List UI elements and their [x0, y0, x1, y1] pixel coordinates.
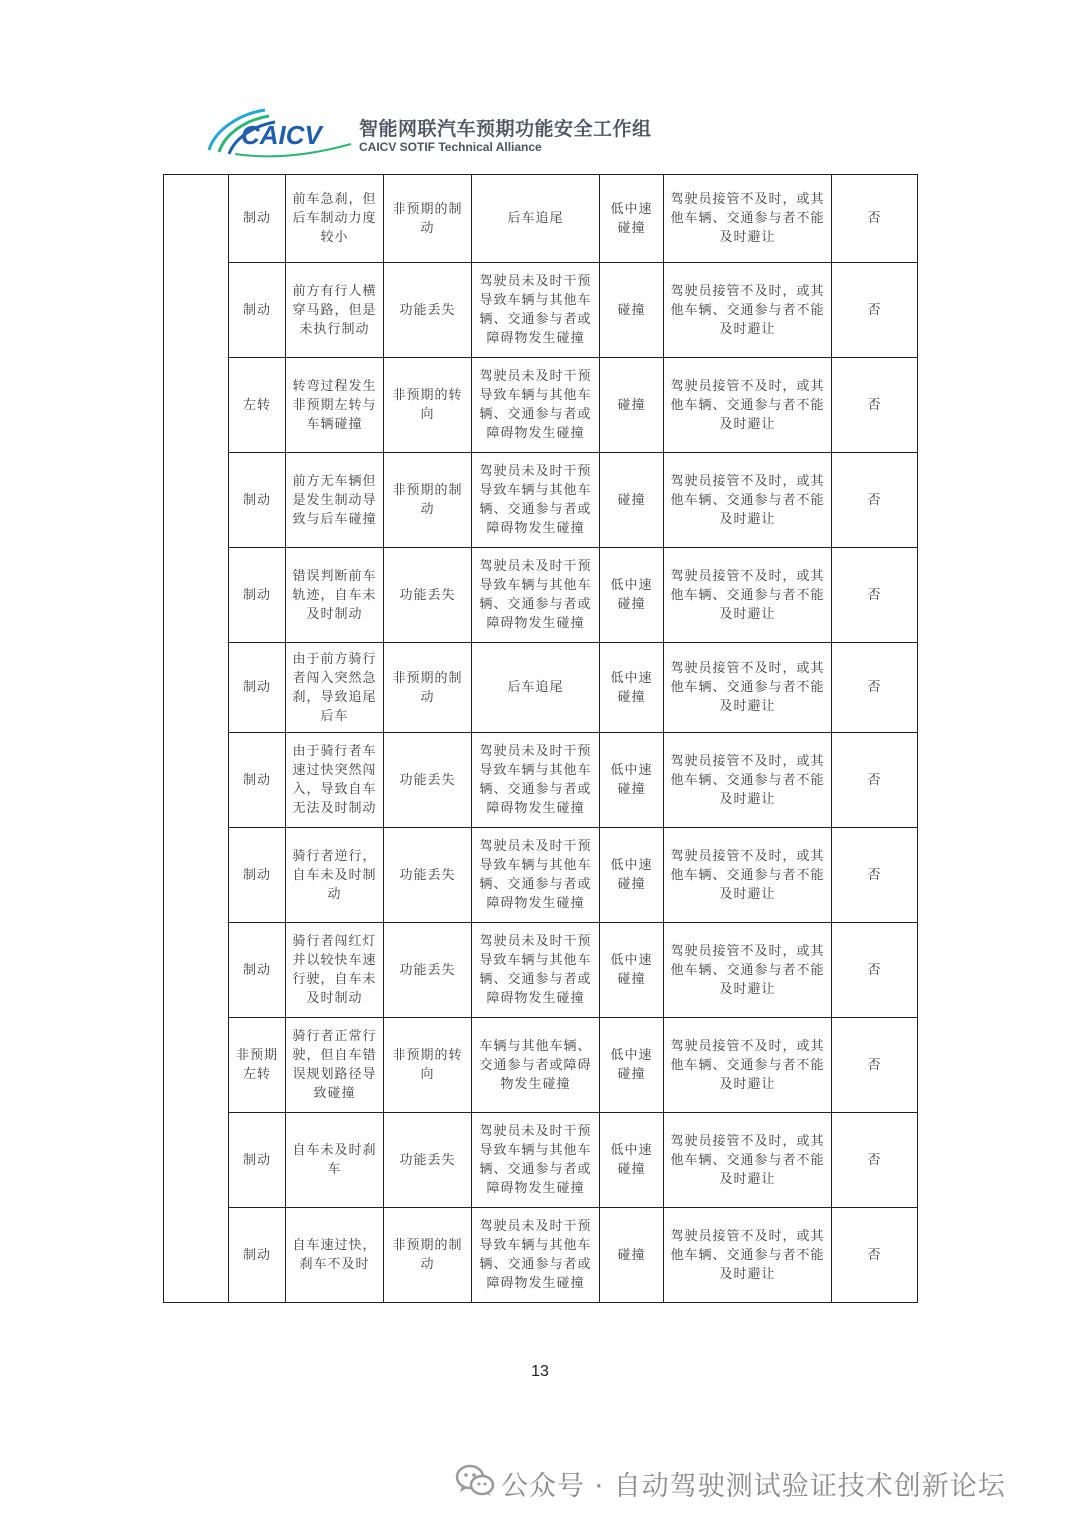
cell-hazard: 后车追尾 [472, 175, 600, 263]
cell-action: 左转 [229, 358, 286, 453]
caicv-logo [205, 104, 353, 160]
cell-hazard: 后车追尾 [472, 643, 600, 733]
cell-control: 驾驶员接管不及时，或其他车辆、交通参与者不能及时避让 [664, 263, 832, 358]
cell-action: 制动 [229, 1208, 286, 1303]
cell-action: 制动 [229, 643, 286, 733]
cell-control: 驾驶员接管不及时，或其他车辆、交通参与者不能及时避让 [664, 453, 832, 548]
cell-control: 驾驶员接管不及时，或其他车辆、交通参与者不能及时避让 [664, 828, 832, 923]
cell-action: 制动 [229, 175, 286, 263]
cell-scenario: 错误判断前车轨迹，自车未及时制动 [286, 548, 384, 643]
cell-scenario: 转弯过程发生非预期左转与车辆碰撞 [286, 358, 384, 453]
table-row [164, 1113, 918, 1208]
cell-scenario: 自车速过快，刹车不及时 [286, 1208, 384, 1303]
cell-severity: 低中速碰撞 [600, 923, 664, 1018]
cell-control: 驾驶员接管不及时，或其他车辆、交通参与者不能及时避让 [664, 643, 832, 733]
cell-result: 否 [832, 453, 918, 548]
cell-severity: 碰撞 [600, 453, 664, 548]
cell-control: 驾驶员接管不及时，或其他车辆、交通参与者不能及时避让 [664, 1113, 832, 1208]
cell-failure: 非预期的制动 [384, 1208, 472, 1303]
cell-failure: 功能丢失 [384, 1113, 472, 1208]
cell-action: 制动 [229, 453, 286, 548]
footer-text: 公众号 · 自动驾驶测试验证技术创新论坛 [501, 1471, 1006, 1502]
table-row [164, 358, 918, 453]
cell-severity: 低中速碰撞 [600, 1018, 664, 1113]
cell-result: 否 [832, 548, 918, 643]
table-row [164, 175, 918, 263]
cell-action: 制动 [229, 263, 286, 358]
cell-result: 否 [832, 263, 918, 358]
org-title: 智能网联汽车预期功能安全工作组 [359, 118, 652, 140]
cell-result: 否 [832, 1208, 918, 1303]
cell-failure: 非预期的转向 [384, 358, 472, 453]
table-row [164, 643, 918, 733]
cell-severity: 碰撞 [600, 1208, 664, 1303]
cell-result: 否 [832, 643, 918, 733]
cell-scenario: 前车急刹，但后车制动力度较小 [286, 175, 384, 263]
cell-severity: 低中速碰撞 [600, 175, 664, 263]
cell-action: 制动 [229, 548, 286, 643]
cell-action: 制动 [229, 733, 286, 828]
cell-severity: 低中速碰撞 [600, 548, 664, 643]
table-row [164, 828, 918, 923]
cell-hazard: 驾驶员未及时干预导致车辆与其他车辆、交通参与者或障碍物发生碰撞 [472, 828, 600, 923]
cell-failure: 非预期的制动 [384, 453, 472, 548]
cell-hazard: 驾驶员未及时干预导致车辆与其他车辆、交通参与者或障碍物发生碰撞 [472, 358, 600, 453]
table-row [164, 453, 918, 548]
cell-control: 驾驶员接管不及时，或其他车辆、交通参与者不能及时避让 [664, 548, 832, 643]
cell-action: 制动 [229, 1113, 286, 1208]
wechat-icon [455, 1464, 495, 1498]
table-row [164, 733, 918, 828]
cell-control: 驾驶员接管不及时，或其他车辆、交通参与者不能及时避让 [664, 1208, 832, 1303]
cell-hazard: 驾驶员未及时干预导致车辆与其他车辆、交通参与者或障碍物发生碰撞 [472, 453, 600, 548]
cell-failure: 非预期的制动 [384, 175, 472, 263]
cell-result: 否 [832, 828, 918, 923]
cell-hazard: 驾驶员未及时干预导致车辆与其他车辆、交通参与者或障碍物发生碰撞 [472, 548, 600, 643]
cell-failure: 功能丢失 [384, 263, 472, 358]
cell-control: 驾驶员接管不及时，或其他车辆、交通参与者不能及时避让 [664, 1018, 832, 1113]
table-row [164, 1208, 918, 1303]
cell-result: 否 [832, 1018, 918, 1113]
cell-action: 制动 [229, 923, 286, 1018]
cell-hazard: 驾驶员未及时干预导致车辆与其他车辆、交通参与者或障碍物发生碰撞 [472, 923, 600, 1018]
cell-action: 非预期左转 [229, 1018, 286, 1113]
cell-hazard: 车辆与其他车辆、交通参与者或障碍物发生碰撞 [472, 1018, 600, 1113]
cell-result: 否 [832, 175, 918, 263]
hazard-table [163, 174, 918, 1303]
cell-scenario: 骑行者正常行驶，但自车错误规划路径导致碰撞 [286, 1018, 384, 1113]
cell-severity: 低中速碰撞 [600, 828, 664, 923]
cell-scenario: 前方有行人横穿马路，但是未执行制动 [286, 263, 384, 358]
cell-result: 否 [832, 733, 918, 828]
cell-hazard: 驾驶员未及时干预导致车辆与其他车辆、交通参与者或障碍物发生碰撞 [472, 733, 600, 828]
cell-severity: 低中速碰撞 [600, 733, 664, 828]
cell-severity: 碰撞 [600, 263, 664, 358]
cell-control: 驾驶员接管不及时，或其他车辆、交通参与者不能及时避让 [664, 358, 832, 453]
cell-failure: 功能丢失 [384, 828, 472, 923]
cell-scenario: 骑行者闯红灯并以较快车速行驶，自车未及时制动 [286, 923, 384, 1018]
cell-failure: 非预期的转向 [384, 1018, 472, 1113]
table-row [164, 263, 918, 358]
cell-hazard: 驾驶员未及时干预导致车辆与其他车辆、交通参与者或障碍物发生碰撞 [472, 1208, 600, 1303]
table-row [164, 548, 918, 643]
table-row [164, 923, 918, 1018]
header [205, 104, 685, 162]
merged-category-cell [164, 175, 229, 1303]
cell-control: 驾驶员接管不及时，或其他车辆、交通参与者不能及时避让 [664, 733, 832, 828]
cell-severity: 低中速碰撞 [600, 1113, 664, 1208]
cell-failure: 非预期的制动 [384, 643, 472, 733]
cell-hazard: 驾驶员未及时干预导致车辆与其他车辆、交通参与者或障碍物发生碰撞 [472, 263, 600, 358]
org-subtitle: CAICV SOTIF Technical Alliance [359, 140, 542, 154]
cell-severity: 低中速碰撞 [600, 643, 664, 733]
logo-text: CAICV [241, 120, 322, 150]
cell-failure: 功能丢失 [384, 548, 472, 643]
cell-hazard: 驾驶员未及时干预导致车辆与其他车辆、交通参与者或障碍物发生碰撞 [472, 1113, 600, 1208]
cell-failure: 功能丢失 [384, 733, 472, 828]
cell-result: 否 [832, 1113, 918, 1208]
cell-scenario: 由于骑行者车速过快突然闯入，导致自车无法及时制动 [286, 733, 384, 828]
cell-action: 制动 [229, 828, 286, 923]
cell-control: 驾驶员接管不及时，或其他车辆、交通参与者不能及时避让 [664, 923, 832, 1018]
cell-result: 否 [832, 358, 918, 453]
cell-result: 否 [832, 923, 918, 1018]
cell-scenario: 自车未及时刹车 [286, 1113, 384, 1208]
page-number: 13 [531, 1363, 549, 1380]
cell-scenario: 前方无车辆但是发生制动导致与后车碰撞 [286, 453, 384, 548]
cell-severity: 碰撞 [600, 358, 664, 453]
cell-scenario: 骑行者逆行，自车未及时制动 [286, 828, 384, 923]
cell-scenario: 由于前方骑行者闯入突然急刹，导致追尾后车 [286, 643, 384, 733]
cell-control: 驾驶员接管不及时，或其他车辆、交通参与者不能及时避让 [664, 175, 832, 263]
cell-failure: 功能丢失 [384, 923, 472, 1018]
table-row [164, 1018, 918, 1113]
